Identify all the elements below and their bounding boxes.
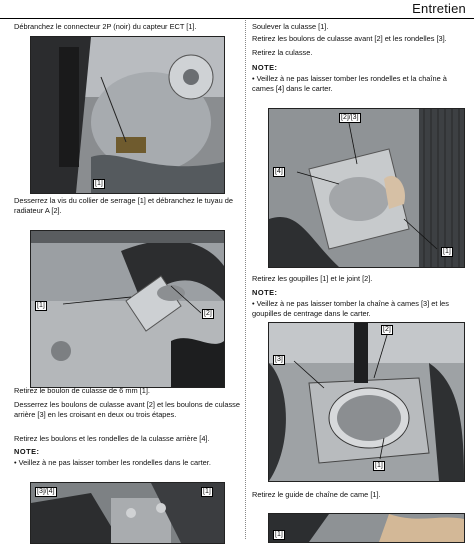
callout-1: [1] [203, 488, 211, 495]
page-header [0, 0, 474, 19]
photo-gasket-image [269, 323, 464, 481]
photo-lift-head [268, 108, 465, 268]
callout-2-3: [2]/[3] [341, 114, 359, 121]
section-title: Entretien [412, 1, 466, 16]
photo-rear-bolts-image [31, 483, 224, 543]
note-text: • Veillez à ne pas laisser tomber la chaîne à cames [3] et les goupilles de centrage dans le carter. [252, 299, 449, 318]
callout-1: [1] [375, 462, 383, 469]
step-remove-head: Retirez la culasse. [252, 48, 313, 57]
callout-3-4: [3]/[4] [37, 488, 55, 495]
callout-2: [2] [383, 326, 391, 333]
step-remove-6mm-bolt: Retirez le boulon de culasse de 6 mm [1]. [14, 386, 150, 395]
photo-rear-bolts [30, 482, 225, 544]
note-text: • Veillez à ne pas laisser tomber les rondelles et la chaîne à cames [4] dans le carter. [252, 74, 447, 93]
step-loosen-clamp: Desserrez la vis du collier de serrage [1] et débranchez le tuyau de radiateur A [2]. [14, 196, 233, 215]
callout-2: [2] [204, 310, 212, 317]
note-text: • Veillez à ne pas laisser tomber les rondelles dans le carter. [14, 458, 211, 467]
photo-lift-head-image [269, 109, 464, 267]
step-remove-dowels: Retirez les goupilles [1] et le joint [2]. [252, 274, 373, 283]
photo-gasket [268, 322, 465, 482]
step-remove-chain-guide: Retirez le guide de chaîne de came [1]. [252, 490, 381, 499]
step-remove-front-bolts: Retirez les boulons de culasse avant [2] et les rondelles [3]. [252, 34, 447, 43]
photo-chain-guide-image [269, 514, 464, 542]
step-loosen-head-bolts: Desserrez les boulons de culasse avant [2] et les boulons de culasse arrière [3] en les croisant en deux ou trois étapes. [14, 400, 240, 419]
callout-4: [4] [275, 168, 283, 175]
photo-ect-connector-image [31, 37, 224, 193]
photo-radiator-hose [30, 230, 225, 388]
callout-1: [1] [443, 248, 451, 255]
note-title: NOTE: [14, 447, 40, 456]
callout-1: [1] [275, 531, 283, 538]
note-title: NOTE: [252, 63, 278, 72]
callout-1: [1] [95, 180, 103, 187]
note-title: NOTE: [252, 288, 278, 297]
step-disconnect-ect: Débranchez le connecteur 2P (noir) du capteur ECT [1]. [14, 22, 197, 31]
step-remove-rear-bolts: Retirez les boulons et les rondelles de la culasse arrière [4]. [14, 434, 210, 443]
callout-3: [3] [275, 356, 283, 363]
photo-radiator-hose-image [31, 231, 224, 387]
callout-1: [1] [37, 302, 45, 309]
column-divider [245, 20, 246, 539]
step-lift-head: Soulever la culasse [1]. [252, 22, 329, 31]
photo-ect-connector [30, 36, 225, 194]
